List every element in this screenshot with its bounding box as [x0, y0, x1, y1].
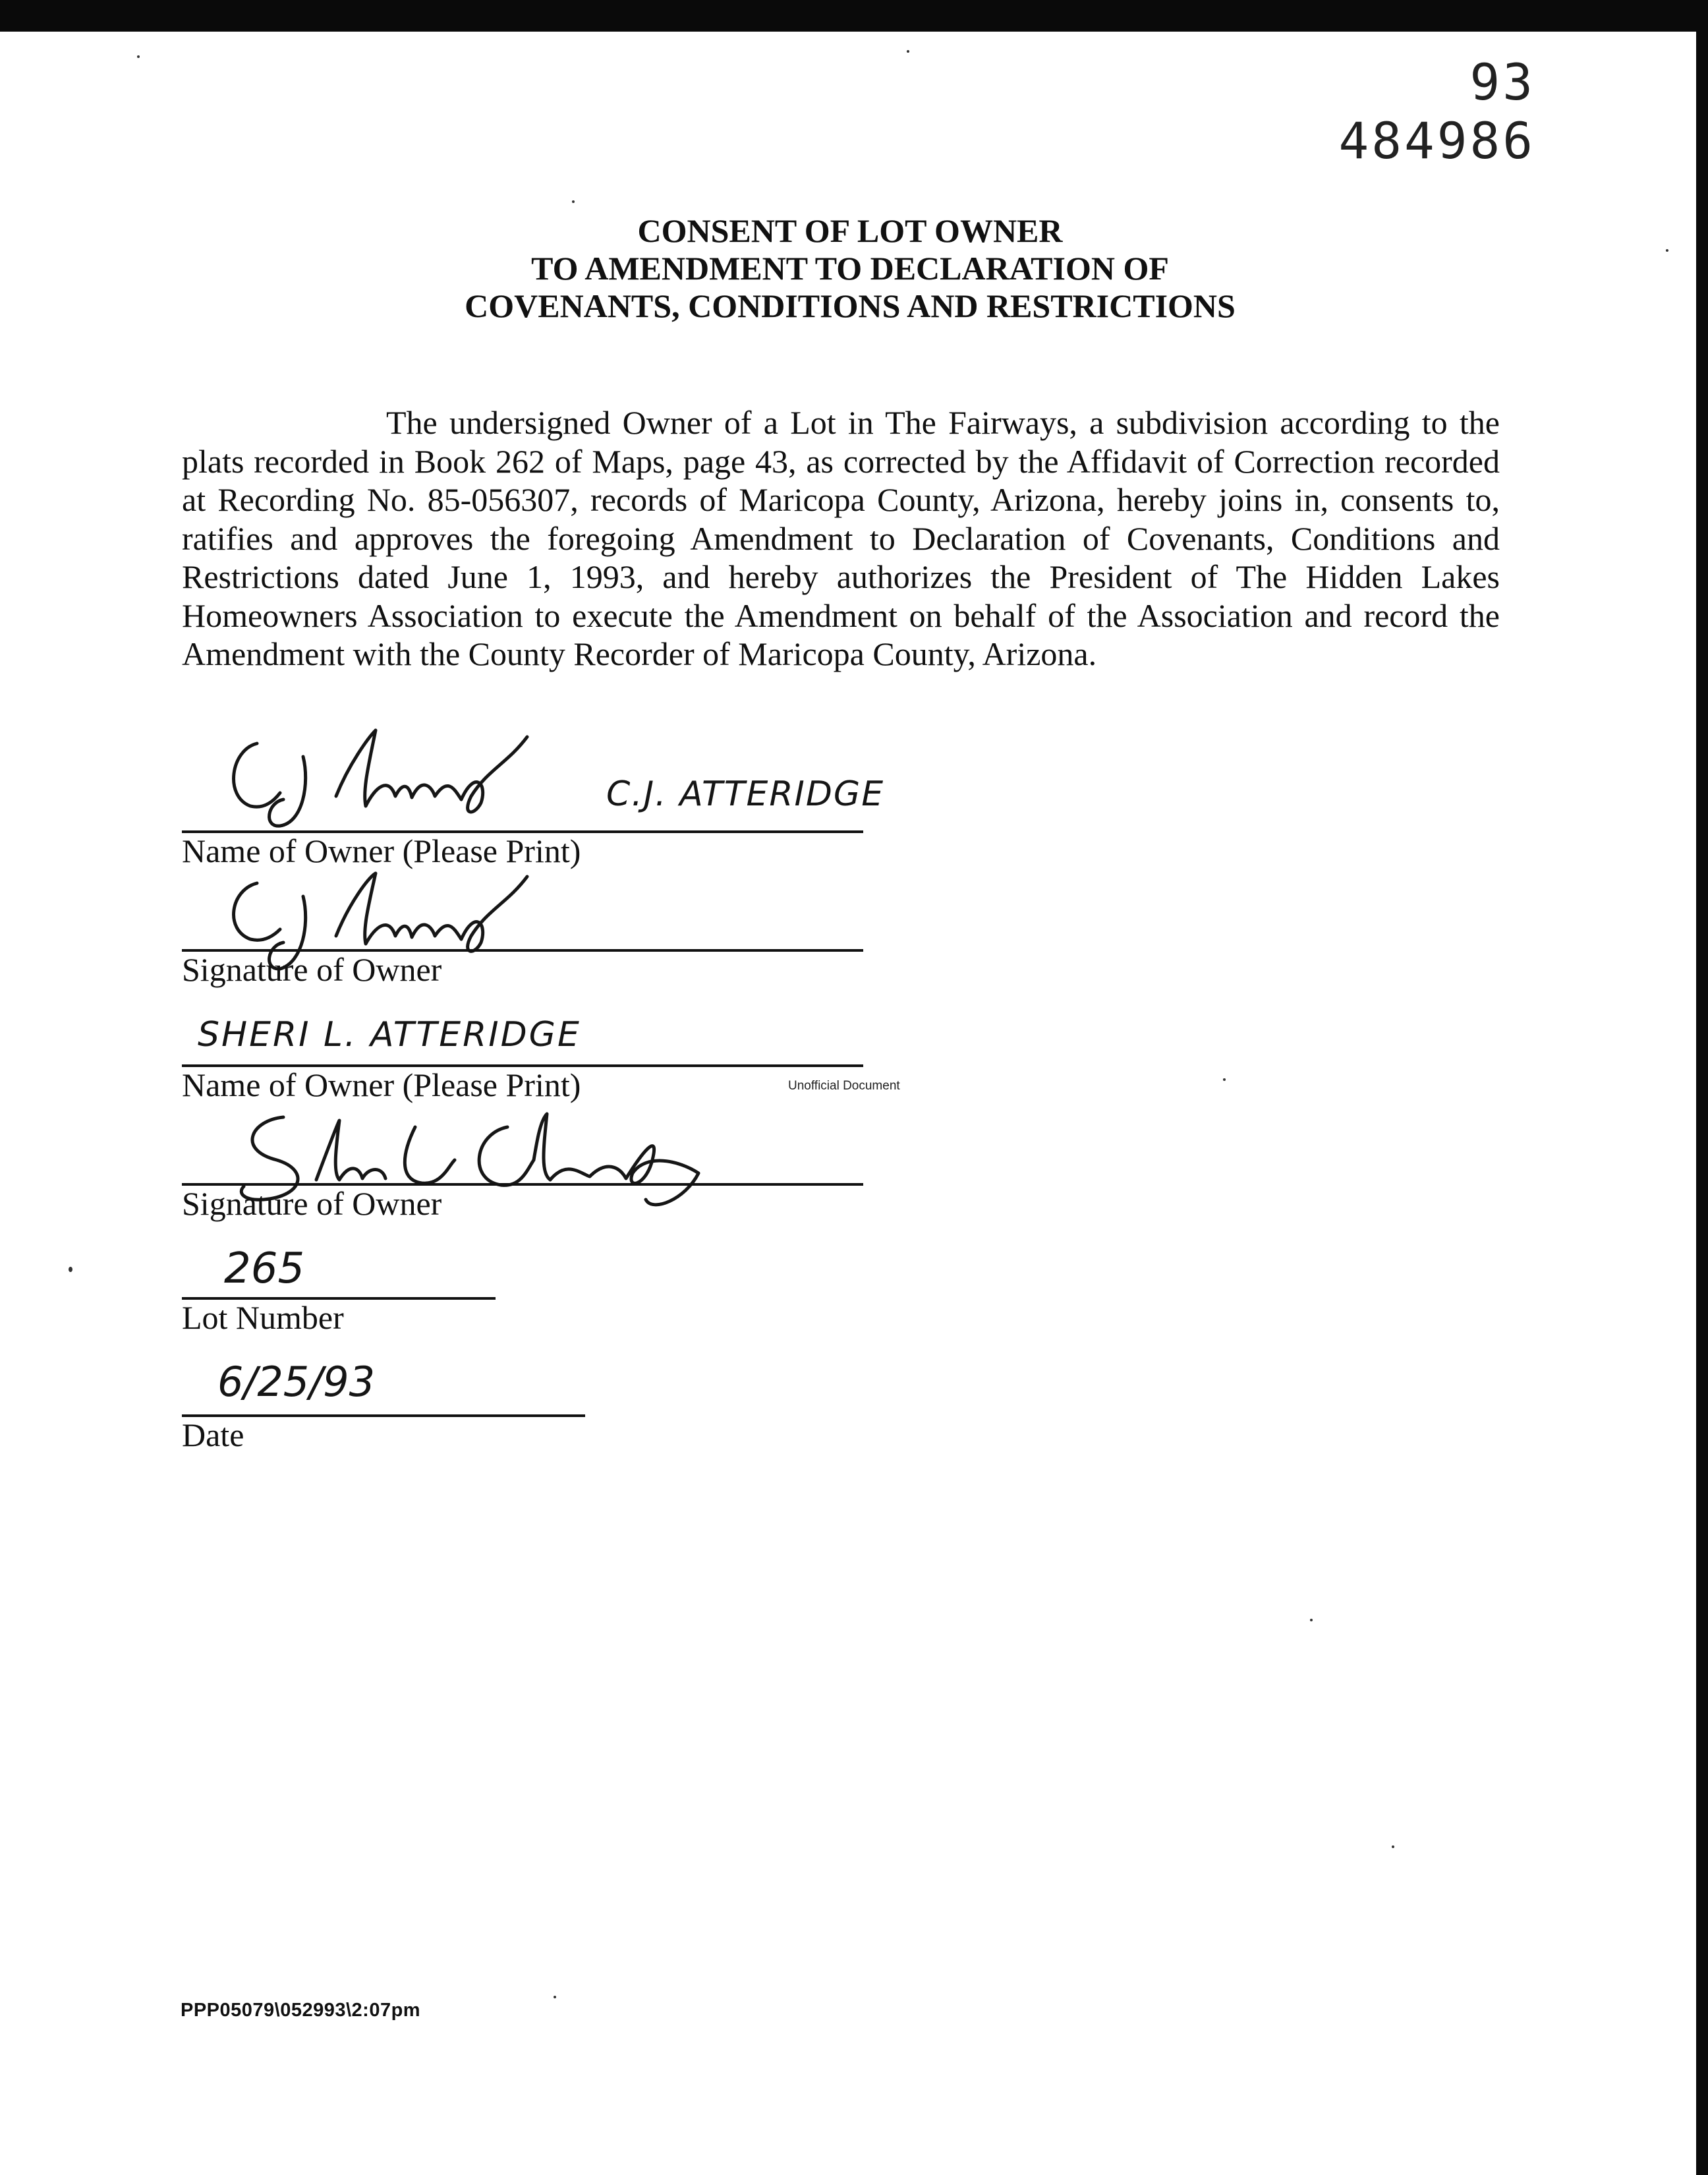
- consent-paragraph: The undersigned Owner of a Lot in The Fairways, a subdivision according to the plats recorded in Book 262 of Maps, page 43, as corrected by the Affidavit of Correction recorded at Recording No. 85-056307, records of Maricopa County, Arizona, hereby joins in, consents to, ratifies and approves the foregoing Amendment to Declaration of Covenants, Conditions and Restrictions dated June 1, 1993, and hereby authorizes the President of The Hidden Lakes Homeowners Association to execute the Amendment on behalf of the Association and record the Amendment with the County Recorder of Maricopa County, Arizona.: [182, 404, 1500, 672]
- scan-speck: [1392, 1845, 1394, 1848]
- lot-number-value: 265: [224, 1244, 305, 1293]
- owner2-signature-label: Signature of Owner: [182, 1185, 442, 1222]
- lot-number-label: Lot Number: [182, 1299, 344, 1336]
- owner2-printed-name: SHERI L. ATTERIDGE: [198, 1015, 581, 1055]
- scan-speck: [69, 1267, 72, 1272]
- recording-number: 93 484986: [1338, 53, 1535, 170]
- scan-speck: [554, 1996, 556, 1998]
- owner1-printed-name: C.J. ATTERIDGE: [606, 774, 885, 814]
- scan-speck: [137, 55, 140, 58]
- scan-right-border: [1696, 0, 1708, 2175]
- owner2-name-label: Name of Owner (Please Print): [182, 1066, 581, 1103]
- unofficial-document-watermark: Unofficial Document: [788, 1079, 900, 1093]
- date-value: 6/25/93: [217, 1358, 376, 1406]
- owner1-name-label: Name of Owner (Please Print): [182, 832, 581, 869]
- title-line-3: COVENANTS, CONDITIONS AND RESTRICTIONS: [465, 287, 1236, 324]
- scan-speck: [907, 50, 909, 53]
- owner1-signature-label: Signature of Owner: [182, 951, 442, 988]
- scan-speck: [1223, 1078, 1226, 1081]
- date-label: Date: [182, 1416, 244, 1453]
- scan-top-border: [0, 0, 1708, 32]
- title-line-2: TO AMENDMENT TO DECLARATION OF: [531, 250, 1169, 287]
- scan-speck: [1666, 249, 1668, 252]
- scan-speck: [1310, 1619, 1313, 1621]
- title-line-1: CONSENT OF LOT OWNER: [637, 212, 1063, 249]
- document-footer-code: PPP05079\052993\2:07pm: [181, 2000, 421, 2021]
- document-title: [329, 212, 1371, 325]
- scan-speck: [572, 200, 575, 203]
- owner1-name-signature-scribble: [211, 724, 580, 836]
